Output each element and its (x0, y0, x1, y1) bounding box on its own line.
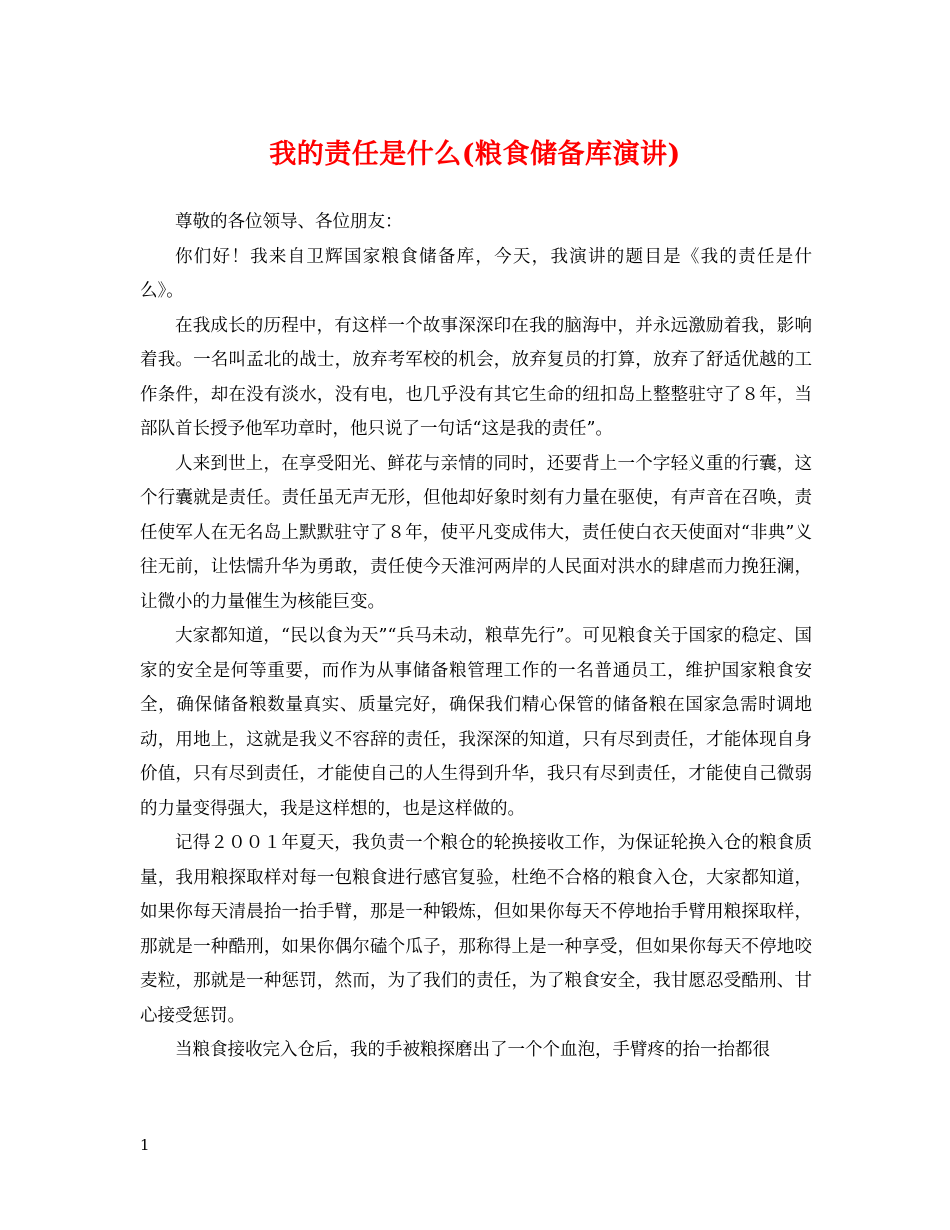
paragraph: 你们好！我来自卫辉国家粮食储备库，今天，我演讲的题目是《我的责任是什么》。 (140, 246, 812, 301)
page-number: 1 (140, 1136, 150, 1154)
paragraph: 当粮食接收完入仓后，我的手被粮探磨出了一个个血泡，手臂疼的抬一抬都很 (175, 1040, 770, 1060)
document-body (140, 205, 812, 1068)
paragraph: 尊敬的各位领导、各位朋友： (175, 212, 403, 232)
paragraph: 大家都知道，“民以食为天”“兵马未动，粮草先行”。可见粮食关于国家的稳定、国家的安全是何等重要，而作为从事储备粮管理工作的一名普通员工，维护国家粮食安全，确保储备粮数量真实、质量完好，确保我们精心保管的储备粮在国家急需时调地动，用地上，这就是我义不容辞的责任，我深深的知道，只有尽到责任，才能体现自身价值，只有尽到责任，才能使自己的人生得到升华，我只有尽到责任，才能使自己微弱的力量变得强大，我是这样想的，也是这样做的。 (140, 626, 812, 819)
paragraph: 在我成长的历程中，有这样一个故事深深印在我的脑海中，并永远激励着我，影响着我。一名叫孟北的战士，放弃考军校的机会，放弃复员的打算，放弃了舒适优越的工作条件，却在没有淡水，没有电，也几乎没有其它生命的纽扣岛上整整驻守了８年，当部队首长授予他军功章时，他只说了一句话“这是我的责任”。 (140, 315, 812, 439)
document-title: 我的责任是什么(粮食储备库演讲) (269, 139, 681, 170)
paragraph: 人来到世上，在享受阳光、鲜花与亲情的同时，还要背上一个字轻义重的行囊，这个行囊就是责任。责任虽无声无形，但他却好象时刻有力量在驱使，有声音在召唤，责任使军人在无名岛上默默驻守了８年，使平凡变成伟大，责任使白衣天使面对“非典”义往无前，让怯懦升华为勇敢，责任使今天淮河两岸的人民面对洪水的肆虐而力挽狂澜，让微小的力量催生为核能巨变。 (140, 453, 812, 612)
paragraph: 记得２００１年夏天，我负责一个粮仓的轮换接收工作，为保证轮换入仓的粮食质量，我用粮探取样对每一包粮食进行感官复验，杜绝不合格的粮食入仓，大家都知道，如果你每天清晨抬一抬手臂，那是一种锻炼，但如果你每天不停地抬手臂用粮探取样，那就是一种酷刑，如果你偶尔磕个瓜子，那称得上是一种享受，但如果你每天不停地咬麦粒，那就是一种惩罚，然而，为了我们的责任，为了粮食安全，我甘愿忍受酷刑、甘心接受惩罚。 (140, 833, 812, 1026)
